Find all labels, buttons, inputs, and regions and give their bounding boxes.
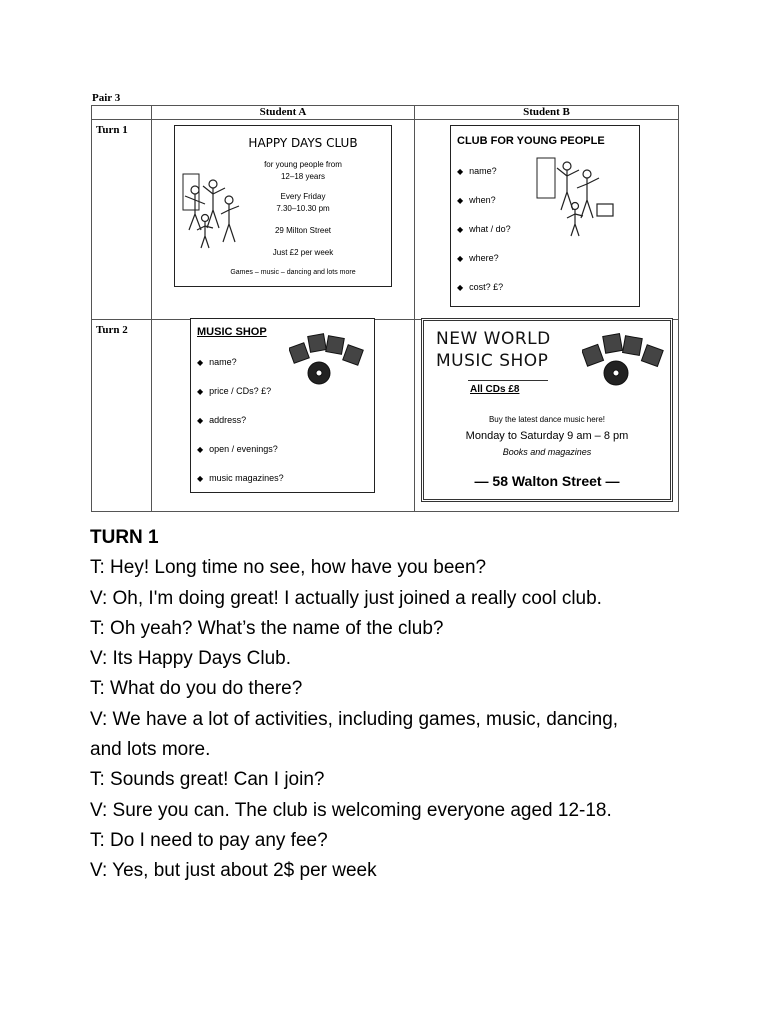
music-shop-item-magazines: ◆ music magazines? xyxy=(197,473,284,483)
club-young-item-when: ◆ when? xyxy=(457,195,496,205)
new-world-title-line1: NEW WORLD xyxy=(436,329,551,349)
all-cds-rule xyxy=(468,380,548,381)
club-young-item-cost: ◆ cost? £? xyxy=(457,282,503,292)
happy-days-price: Just £2 per week xyxy=(272,248,334,257)
new-world-dance-music: Buy the latest dance music here! xyxy=(488,415,606,424)
happy-days-audience: for young people from xyxy=(264,160,342,169)
music-shop-item-name: ◆ name? xyxy=(197,357,237,367)
happy-days-card xyxy=(174,125,392,287)
music-shop-item-price: ◆ price / CDs? £? xyxy=(197,386,271,396)
dialogue-transcript xyxy=(90,523,690,887)
happy-days-day: Every Friday xyxy=(280,192,326,201)
club-young-title: CLUB FOR YOUNG PEOPLE xyxy=(457,135,605,147)
transcript-heading: TURN 1 xyxy=(90,527,159,548)
blank-header xyxy=(92,106,152,120)
music-shop-card xyxy=(190,318,375,493)
club-young-item-name: ◆ name? xyxy=(457,166,497,176)
transcript-line: V: Its Happy Days Club. xyxy=(90,648,291,670)
transcript-line: T: Oh yeah? What’s the name of the club? xyxy=(90,617,444,639)
club-young-item-what: ◆ what / do? xyxy=(457,224,511,234)
transcript-line: V: Sure you can. The club is welcoming everyone aged 12-18. xyxy=(90,799,612,821)
transcript-line: T: Hey! Long time no see, how have you been? xyxy=(90,557,487,579)
new-world-all-cds: All CDs £8 xyxy=(470,384,520,395)
transcript-line: T: Sounds great! Can I join? xyxy=(90,769,325,791)
new-world-hours: Monday to Saturday 9 am – 8 pm xyxy=(465,430,629,442)
transcript-line: V: Oh, I'm doing great! I actually just joined a really cool club. xyxy=(90,587,602,609)
transcript-line: and lots more. xyxy=(90,739,211,761)
new-world-address: — 58 Walton Street — xyxy=(474,473,620,489)
happy-days-address: 29 Milton Street xyxy=(274,226,332,235)
new-world-cds-illustration xyxy=(582,329,668,389)
club-young-card xyxy=(450,125,640,307)
dancing-people-illustration xyxy=(181,170,241,250)
music-shop-title: MUSIC SHOP xyxy=(197,326,267,338)
new-world-card xyxy=(421,318,673,502)
happy-days-time: 7.30–10.30 pm xyxy=(276,204,330,213)
transcript-line: V: Yes, but just about 2$ per week xyxy=(90,860,377,882)
happy-days-activities: Games – music – dancing and lots more xyxy=(230,269,356,276)
new-world-title-line2: MUSIC SHOP xyxy=(436,351,549,371)
club-people-illustration xyxy=(535,154,615,238)
header-student-b: Student B xyxy=(415,106,679,120)
pair-label: Pair 3 xyxy=(92,92,121,104)
club-young-item-where: ◆ where? xyxy=(457,253,499,263)
header-student-a: Student A xyxy=(152,106,415,120)
transcript-line: V: We have a lot of activities, including games, music, dancing, xyxy=(90,708,619,730)
transcript-line: T: What do you do there? xyxy=(90,678,303,700)
turn1-label: Turn 1 xyxy=(92,120,152,320)
cds-illustration xyxy=(289,329,369,389)
transcript-line: T: Do I need to pay any fee? xyxy=(90,829,328,851)
turn2-label: Turn 2 xyxy=(92,320,152,512)
new-world-books: Books and magazines xyxy=(502,447,592,457)
happy-days-ages: 12–18 years xyxy=(280,172,326,181)
music-shop-item-open: ◆ open / evenings? xyxy=(197,444,278,454)
happy-days-title: HAPPY DAYS CLUB xyxy=(248,136,358,150)
music-shop-item-address: ◆ address? xyxy=(197,415,246,425)
